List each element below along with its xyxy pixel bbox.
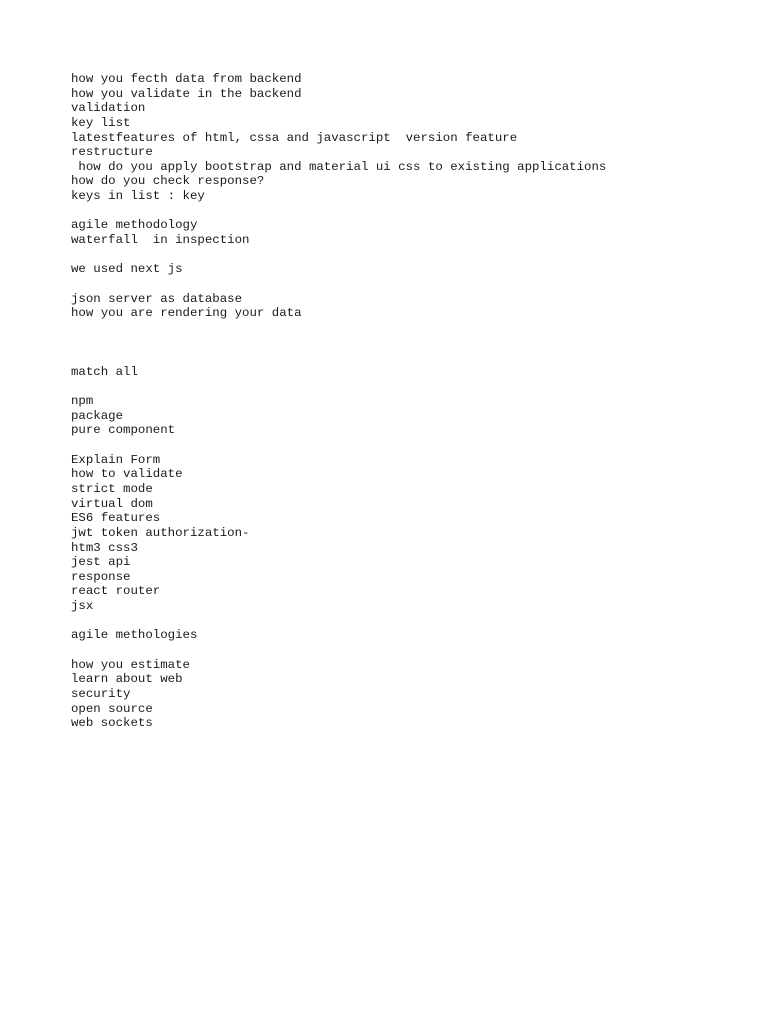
text-line: agile methodology xyxy=(71,218,198,233)
text-line: how you are rendering your data xyxy=(71,306,302,321)
blank-line xyxy=(71,277,751,292)
text-line: package xyxy=(71,408,124,423)
text-line: npm xyxy=(71,394,94,409)
text-line: jsx xyxy=(71,599,94,614)
text-line: restructure xyxy=(71,145,153,160)
document-text xyxy=(71,72,751,731)
text-line: react router xyxy=(71,584,161,599)
blank-line xyxy=(71,336,751,351)
text-line: how you validate in the backend xyxy=(71,86,302,101)
blank-line xyxy=(71,248,751,263)
text-line: how you fecth data from backend xyxy=(71,72,302,86)
text-line: we used next js xyxy=(71,262,183,277)
text-line: key list xyxy=(71,115,131,130)
text-line: how to validate xyxy=(71,467,183,482)
text-line: htm3 css3 xyxy=(71,540,138,555)
blank-line xyxy=(71,204,751,219)
text-line: validation xyxy=(71,101,146,116)
blank-line xyxy=(71,379,751,394)
blank-line xyxy=(71,321,751,336)
blank-line xyxy=(71,643,751,658)
text-line: pure component xyxy=(71,423,176,438)
text-line: web sockets xyxy=(71,716,153,731)
text-line: agile methologies xyxy=(71,628,198,643)
blank-line xyxy=(71,438,751,453)
text-line: open source xyxy=(71,701,153,716)
text-line: learn about web xyxy=(71,672,183,687)
text-line: how you estimate xyxy=(71,657,190,672)
blank-line xyxy=(71,614,751,629)
text-line: match all xyxy=(71,364,138,379)
text-line: strict mode xyxy=(71,481,153,496)
text-line: virtual dom xyxy=(71,496,153,511)
text-line: keys in list : key xyxy=(71,189,205,204)
text-line: how do you check response? xyxy=(71,174,265,189)
text-line: jest api xyxy=(71,555,131,570)
blank-line xyxy=(71,350,751,365)
text-line: json server as database xyxy=(71,291,243,306)
text-line: response xyxy=(71,569,131,584)
text-line: jwt token authorization- xyxy=(71,525,250,540)
text-line: waterfall in inspection xyxy=(71,233,250,248)
text-line: how do you apply bootstrap and material ui css to existing applications xyxy=(71,159,607,174)
text-line: latestfeatures of html, cssa and javascript version feature xyxy=(71,130,518,145)
text-line: ES6 features xyxy=(71,511,161,526)
text-line: Explain Form xyxy=(71,452,161,467)
text-line: security xyxy=(71,686,131,701)
